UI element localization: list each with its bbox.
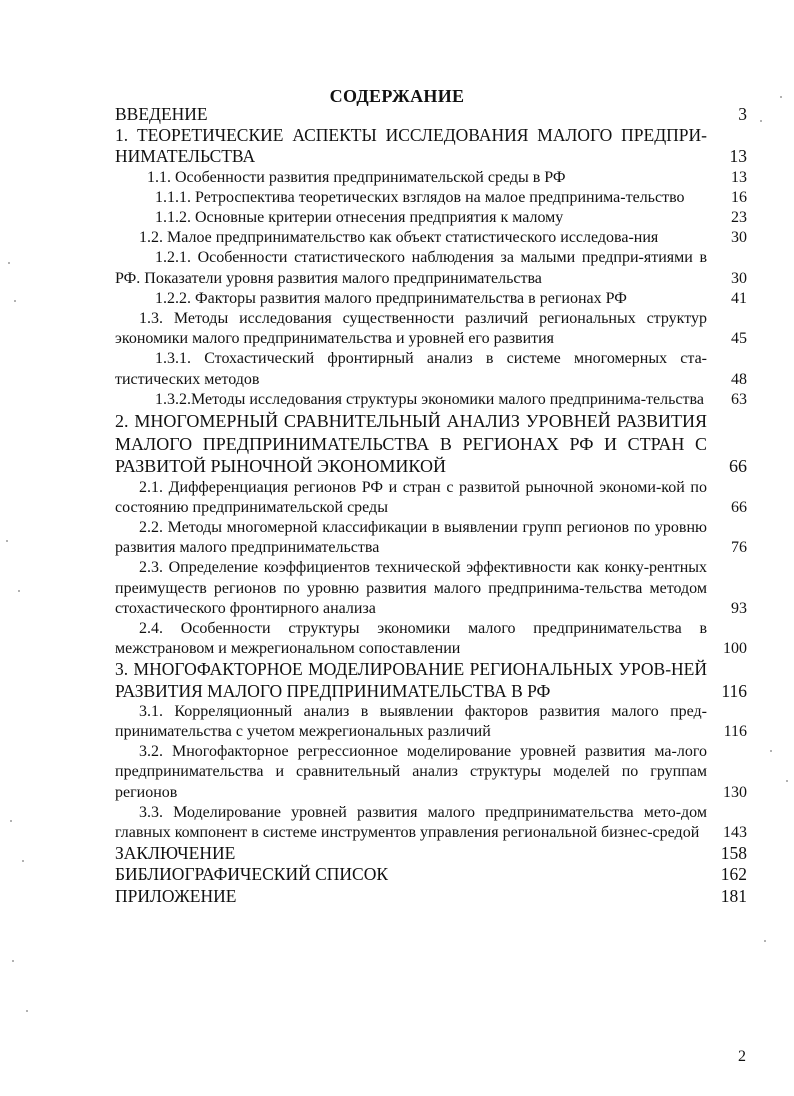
toc-entry-text: 2.4. Особенности структуры экономики малого предпринимательства в межстрановом и межрегиональном сопоставлении [115,619,707,658]
toc-entry-text: 1.1.1. Ретроспектива теоретических взглядов на малое предпринима-тельство [155,188,685,206]
toc-entry-page: 66 [729,456,747,477]
page-number: 2 [738,1048,746,1065]
toc-entry-conclusion[interactable] [115,843,747,864]
toc-entry-1-1[interactable] [115,168,747,188]
toc-entry-page: 130 [723,783,747,801]
toc-entry-1-1-2[interactable] [115,208,747,228]
toc-entry-appendix[interactable] [115,886,747,907]
toc-entry-text: 1.3.1. Стохастический фронтирный анализ в системе многомерных ста-тистических методов [115,350,707,388]
toc-entry-1-2[interactable] [115,228,747,248]
toc-entry-chapter-3[interactable] [115,659,747,701]
toc-entry-text: 3.1. Корреляционный анализ в выявлении факторов развития малого пред-принимательства с учетом межрегиональных различий [115,702,707,740]
toc-entry-text: ЗАКЛЮЧЕНИЕ [115,843,236,864]
toc-entry-page: 162 [720,864,747,885]
toc-entry-text: 3.2. Многофакторное регрессионное моделирование уровней развития ма-лого предпринимательства и сравнительный анализ структуры моделей по группам регионов [115,743,707,801]
toc-entry-page: 63 [731,390,747,408]
toc-entry-3-2[interactable] [115,742,747,803]
toc-entry-text: 2.1. Дифференциация регионов РФ и стран с развитой рыночной экономи-кой по состоянию предпринимательской среды [115,478,707,516]
toc-entry-text: 1.2.1. Особенности статистического наблюдения за малыми предпри-ятиями в РФ. Показатели уровня развития малого предпринимательства [115,249,707,287]
toc-entry-1-2-1[interactable] [115,248,747,288]
toc-entry-text: 2.3. Определение коэффициентов технической эффективности как конку-рентных преимуществ регионов по уровню развития малого предпринима-тельства методом стохастического фронтирного анализа [115,559,707,617]
toc-entry-page: 23 [731,209,747,227]
toc-entry-text: 3. МНОГОФАКТОРНОЕ МОДЕЛИРОВАНИЕ РЕГИОНАЛЬНЫХ УРОВ-НЕЙ РАЗВИТИЯ МАЛОГО ПРЕДПРИНИМАТЕЛЬСТВА В РФ [115,659,707,701]
toc-entry-page: 13 [731,168,747,186]
toc-entry-1-2-2[interactable] [115,289,747,309]
toc-entry-3-3[interactable] [115,803,747,843]
toc-entry-text: 2. МНОГОМЕРНЫЙ СРАВНИТЕЛЬНЫЙ АНАЛИЗ УРОВНЕЙ РАЗВИТИЯ МАЛОГО ПРЕДПРИНИМАТЕЛЬСТВА В РЕГИОНАХ РФ И СТРАН С РАЗВИТОЙ РЫНОЧНОЙ ЭКОНОМИКОЙ [115,411,707,477]
toc-entry-chapter-1[interactable] [115,125,747,167]
toc-entry-text: 2.2. Методы многомерной классификации в выявлении групп регионов по уровню развития малого предпринимательства [115,518,707,557]
toc-entry-text: 1. ТЕОРЕТИЧЕСКИЕ АСПЕКТЫ ИССЛЕДОВАНИЯ МАЛОГО ПРЕДПРИ-НИМАТЕЛЬСТВА [115,125,707,167]
toc-title: СОДЕРЖАНИЕ [329,86,465,106]
toc-entry-page: 158 [720,843,747,864]
toc-entry-introduction[interactable] [115,104,747,125]
toc-entry-page: 48 [731,370,747,388]
toc-entry-page: 116 [723,722,747,740]
toc-entry-text: 3.3. Моделирование уровней развития малого предпринимательства мето-дом главных компонент в системе инструментов управления региональной бизнес-средой [115,803,707,841]
toc-entry-page: 3 [738,104,747,124]
toc-entry-text: 1.2. Малое предпринимательство как объект статистического исследова-ния [139,229,659,247]
toc-entry-page: 181 [720,885,747,906]
toc-entry-page: 30 [731,229,747,247]
toc-entry-page: 76 [731,539,747,557]
toc-entry-text: ВВЕДЕНИЕ [115,104,208,124]
toc-entry-bibliography[interactable] [115,864,747,885]
toc-entry-page: 100 [723,640,747,658]
toc-entry-text: 1.1. Особенности развития предпринимательской среды в РФ [147,168,566,186]
table-of-contents [115,104,747,907]
toc-entry-page: 41 [731,289,747,307]
toc-entry-page: 143 [723,824,747,841]
toc-entry-2-1[interactable] [115,478,747,518]
toc-entry-1-3-2[interactable] [115,390,747,410]
toc-entry-1-1-1[interactable] [115,188,747,208]
toc-entry-text: 1.1.2. Основные критерии отнесения предприятия к малому [155,209,564,227]
toc-entry-page: 16 [731,188,747,206]
toc-entry-1-3[interactable] [115,309,747,349]
toc-entry-3-1[interactable] [115,702,747,742]
toc-entry-2-2[interactable] [115,518,747,558]
toc-entry-page: 116 [721,680,747,701]
toc-entry-text: 1.3. Методы исследования существенности различий региональных структур экономики малого предпринимательства и уровней его развития [115,310,707,348]
toc-entry-page: 13 [729,146,747,167]
toc-entry-1-3-1[interactable] [115,349,747,389]
toc-entry-text: БИБЛИОГРАФИЧЕСКИЙ СПИСОК [115,864,389,885]
toc-entry-page: 45 [731,330,747,348]
toc-entry-page: 66 [731,498,747,516]
toc-entry-page: 93 [731,599,747,617]
toc-entry-page: 30 [731,269,747,287]
toc-entry-chapter-2[interactable] [115,410,747,478]
toc-entry-2-4[interactable] [115,619,747,659]
toc-entry-text: ПРИЛОЖЕНИЕ [115,885,237,906]
toc-entry-2-3[interactable] [115,558,747,619]
toc-entry-text: 1.2.2. Факторы развития малого предпринимательства в регионах РФ [155,289,627,307]
toc-entry-text: 1.3.2.Методы исследования структуры экономики малого предпринима-тельства [155,390,704,408]
